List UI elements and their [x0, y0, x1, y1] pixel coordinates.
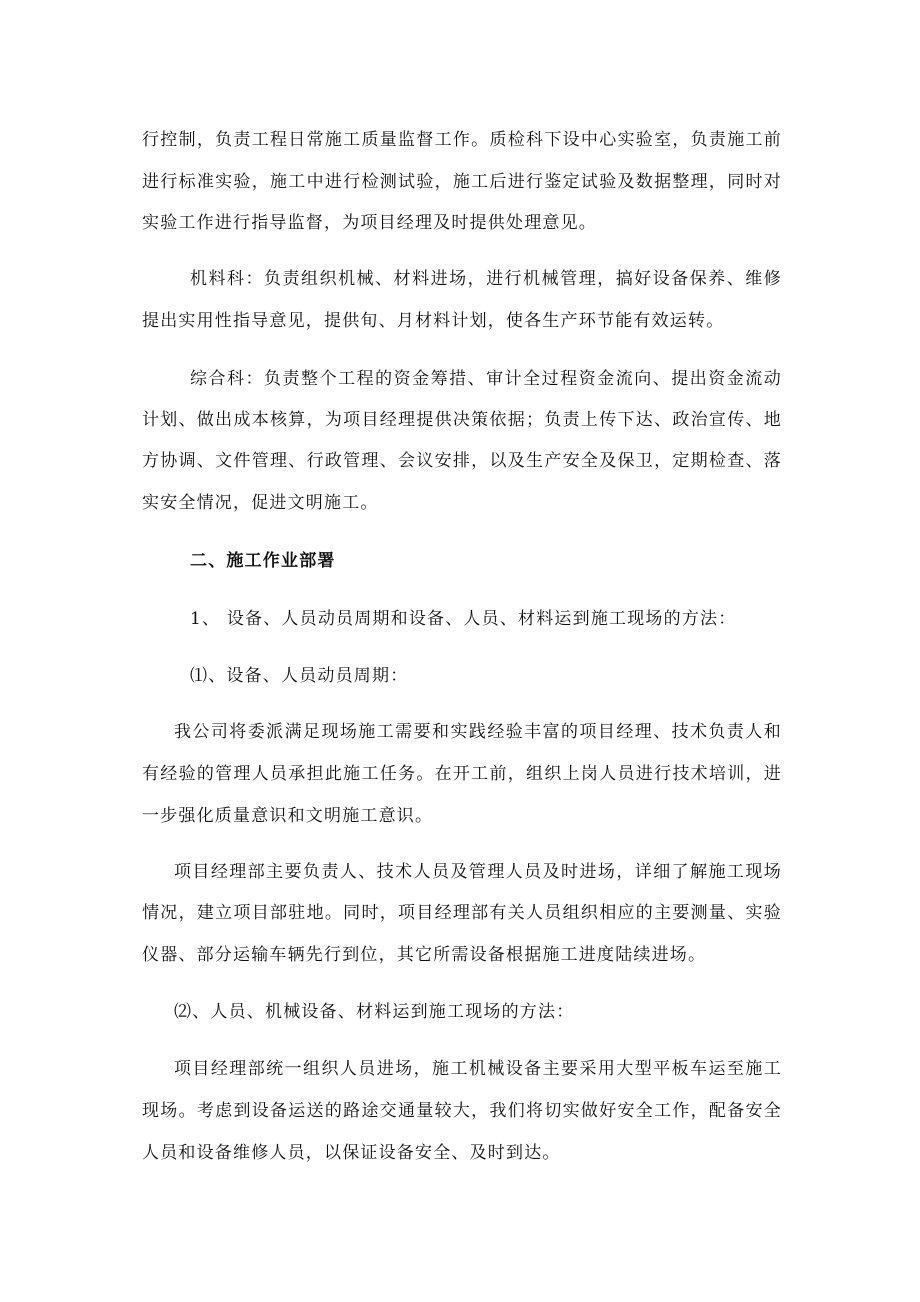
paragraph-line: 一步强化质量意识和文明施工意识。: [142, 806, 434, 826]
paragraph-line: 进行标准实验，施工中进行检测试验，施工后进行鉴定试验及数据整理，同时对: [142, 172, 782, 192]
subsection-heading: ⑵、人员、机械设备、材料运到施工现场的方法：: [174, 1002, 575, 1022]
paragraph-line: 计划、做出成本核算，为项目经理提供决策依据；负责上传下达、政治宣传、地: [142, 410, 782, 430]
paragraph-line: 人员和设备维修人员，以保证设备安全、及时到达。: [142, 1143, 561, 1163]
paragraph-line: 情况，建立项目部驻地。同时，项目经理部有关人员组织相应的主要测量、实验: [142, 903, 782, 923]
paragraph-line: 有经验的管理人员承担此施工任务。在开工前，组织上岗人员进行技术培训，进: [142, 764, 782, 784]
paragraph-line: 行控制，负责工程日常施工质量监督工作。质检科下设中心实验室，负责施工前: [142, 130, 782, 150]
paragraph-line: 项目经理部主要负责人、技术人员及管理人员及时进场，详细了解施工现场: [174, 862, 782, 882]
paragraph-line: 项目经理部统一组织人员进场，施工机械设备主要采用大型平板车运至施工: [174, 1059, 782, 1079]
paragraph-line: 现场。考虑到设备运送的路途交通量较大，我们将切实做好安全工作，配备安全: [142, 1101, 782, 1121]
paragraph-line: 仪器、部分运输车辆先行到位，其它所需设备根据施工进度陆续进场。: [142, 945, 707, 965]
paragraph-line: 方协调、文件管理、行政管理、会议安排，以及生产安全及保卫，定期检查、落: [142, 451, 782, 471]
paragraph-line: 综合科：负责整个工程的资金筹措、审计全过程资金流向、提出资金流动: [190, 369, 782, 389]
section-heading: 二、施工作业部署: [190, 551, 336, 571]
paragraph-line: 我公司将委派满足现场施工需要和实践经验丰富的项目经理、技术负责人和: [174, 722, 782, 742]
subsection-heading: 1、 设备、人员动员周期和设备、人员、材料运到施工现场的方法：: [190, 609, 737, 629]
paragraph-line: 实验工作进行指导监督，为项目经理及时提供处理意见。: [142, 213, 597, 233]
paragraph-line: 机料科：负责组织机械、材料进场，进行机械管理，搞好设备保养、维修: [190, 269, 782, 289]
subsection-heading: ⑴、设备、人员动员周期：: [190, 666, 409, 686]
paragraph-line: 提出实用性指导意见，提供旬、月材料计划，使各生产环节能有效运转。: [142, 311, 725, 331]
paragraph-line: 实安全情况，促进文明施工。: [142, 493, 379, 513]
